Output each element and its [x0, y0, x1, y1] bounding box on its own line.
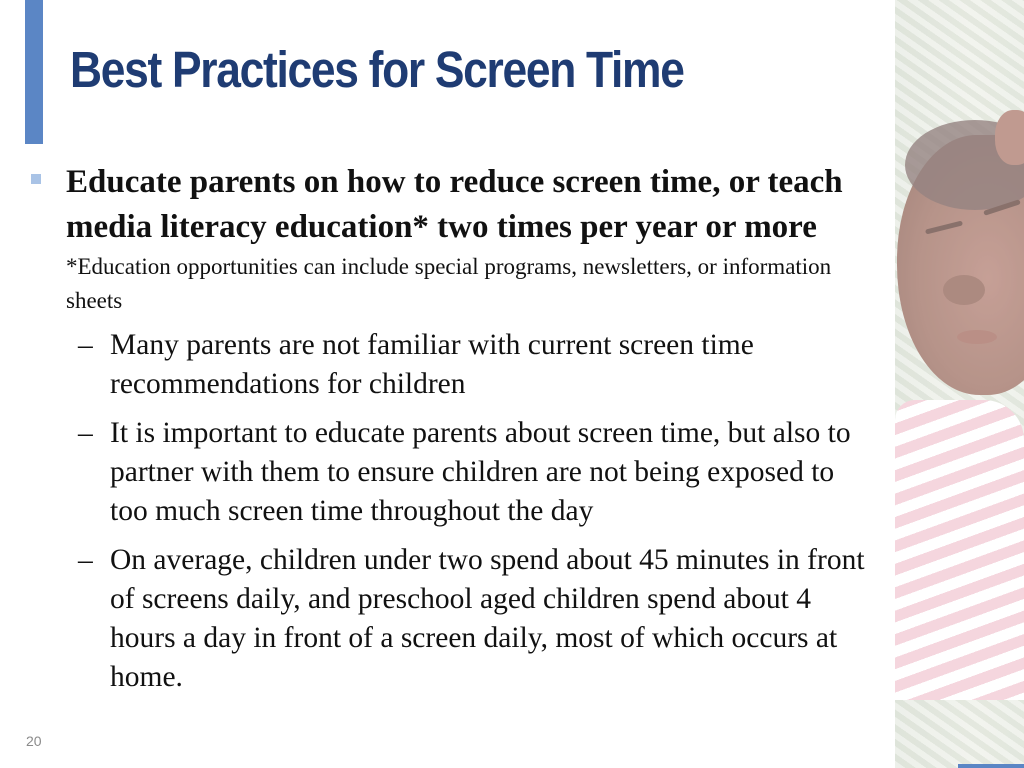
- bullet-footnote-text: *Education opportunities can include special programs, newsletters, or information sheets: [66, 254, 832, 313]
- title-accent-bar: [25, 0, 43, 144]
- sub-bullet-text: It is important to educate parents about screen time, but also to partner with them to ensure children are not being exposed to too much screen time throughout the day: [110, 417, 851, 527]
- bullet-item: [30, 160, 875, 318]
- sub-bullet-text: On average, children under two spend about 45 minutes in front of screens daily, and preschool aged children spend about 4 hours a day in front of a screen daily, most of which occurs at home.: [110, 544, 865, 693]
- sub-bullet-item: [30, 541, 875, 697]
- slide-title: Best Practices for Screen Time: [70, 41, 684, 98]
- bullet-main-text: Educate parents on how to reduce screen time, or teach media literacy education* two times per year or more: [66, 164, 843, 245]
- sub-bullet-list: [30, 326, 875, 697]
- dash-bullet-icon: –: [78, 329, 93, 361]
- sub-bullet-item: [30, 414, 875, 531]
- sub-bullet-text: Many parents are not familiar with current screen time recommendations for children: [110, 329, 754, 400]
- sleeping-baby-photo: [895, 0, 1024, 768]
- dash-bullet-icon: –: [78, 417, 93, 449]
- photo-overlay: [895, 0, 1024, 768]
- square-bullet-icon: [31, 174, 41, 184]
- corner-accent-line: [958, 764, 1024, 768]
- slide-number: 20: [26, 733, 42, 749]
- sub-bullet-item: [30, 326, 875, 404]
- slide-content: [30, 160, 875, 707]
- dash-bullet-icon: –: [78, 544, 93, 576]
